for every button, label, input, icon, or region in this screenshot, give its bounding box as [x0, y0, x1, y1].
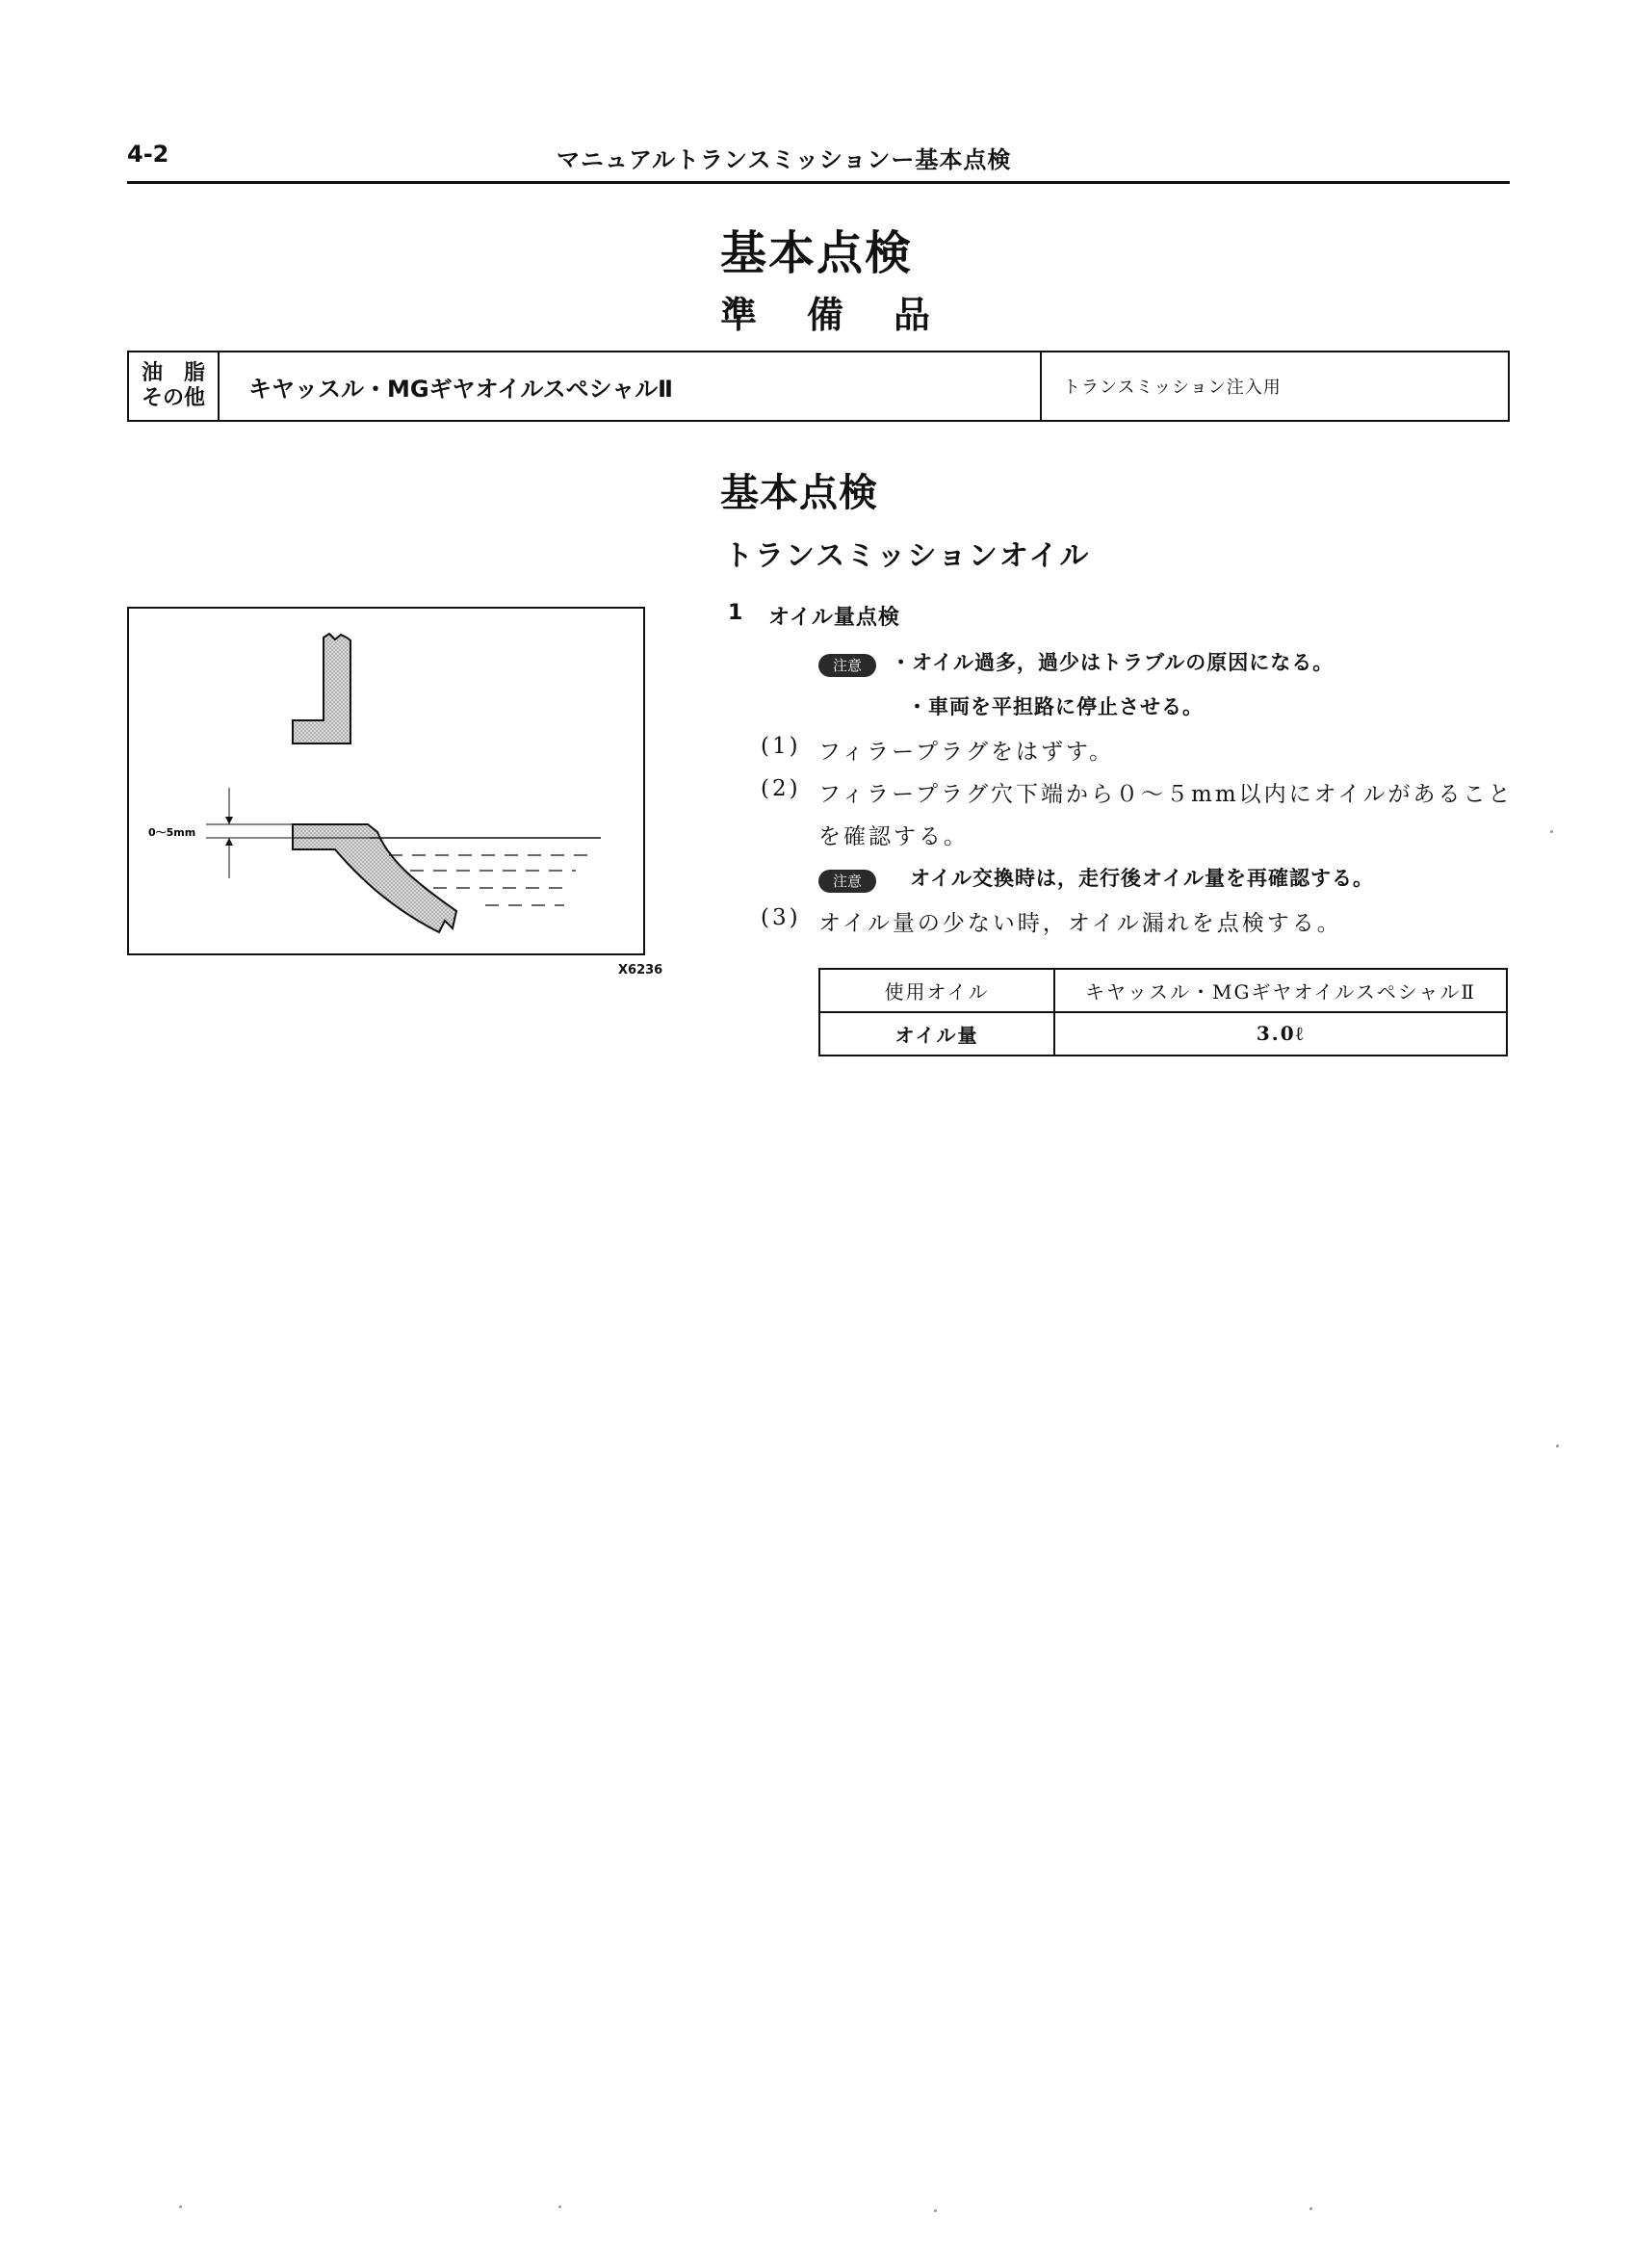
supplies-category-line2: その他	[141, 386, 205, 410]
figure-code: X6236	[618, 963, 663, 978]
arrow-head-icon	[225, 817, 233, 824]
scan-speck	[1556, 1445, 1559, 1447]
oil-amount-label: オイル量	[819, 1012, 1054, 1056]
page-number: 4-2	[127, 141, 169, 168]
scan-speck	[1550, 830, 1553, 833]
oil-level-diagram	[129, 609, 643, 953]
supplies-usage: トランスミッション注入用	[1041, 352, 1509, 421]
caution-text: ・車両を平担路に停止させる。	[907, 695, 1204, 718]
dimension-label: 0～5mm	[148, 826, 196, 839]
oil-amount-value: 3.0ℓ	[1054, 1012, 1507, 1056]
supplies-heading-char: 品	[894, 294, 931, 336]
scan-speck	[558, 2205, 561, 2208]
running-head: マニュアルトランスミッションー基本点検	[557, 146, 1012, 173]
substep-text: フィラープラグをはずす。	[818, 740, 1115, 765]
case-wall-upper	[293, 634, 350, 743]
step-number: 1	[728, 601, 744, 625]
header-rule	[127, 181, 1510, 184]
scan-speck	[934, 2209, 937, 2212]
oil-type-label: 使用オイル	[819, 969, 1054, 1012]
supplies-table	[127, 351, 1510, 422]
case-wall-lower	[293, 824, 456, 932]
step-title: オイル量点検	[768, 606, 900, 630]
arrow-head-icon	[225, 838, 233, 846]
supplies-heading-char: 備	[807, 294, 844, 336]
supplies-category-cell	[128, 352, 219, 421]
oil-level-figure	[127, 607, 645, 955]
table-row	[819, 1012, 1507, 1056]
substep-number: (1)	[761, 734, 801, 759]
caution-badge: 注意	[818, 870, 876, 893]
supplies-heading-char: 準	[720, 294, 758, 336]
substep-number: (2)	[761, 776, 801, 801]
oil-spec-table	[818, 968, 1508, 1056]
oil-type-value: キヤッスル・MGギヤオイルスペシャルⅡ	[1054, 969, 1507, 1012]
supplies-category-line1: 油 脂	[141, 361, 205, 385]
table-row	[819, 969, 1507, 1012]
page-title: 基本点検	[720, 226, 914, 280]
caution-note	[818, 647, 1334, 677]
substep-text: フィラープラグ穴下端から０～５mm以内にオイルがあること	[818, 782, 1514, 807]
scan-speck	[1309, 2207, 1312, 2210]
substep-number: (3)	[761, 905, 801, 930]
caution-text: オイル交換時は，走行後オイル量を再確認する。	[910, 867, 1374, 890]
caution-text: ・オイル過多，過少はトラブルの原因になる。	[891, 651, 1335, 674]
supplies-product: キヤッスル・MGギヤオイルスペシャルⅡ	[219, 352, 1041, 421]
scan-speck	[179, 2205, 182, 2208]
caution-note	[818, 863, 1374, 893]
supplies-row	[128, 352, 1509, 421]
substep-text: を確認する。	[818, 824, 969, 849]
substep-text: オイル量の少ない時，オイル漏れを点検する。	[818, 911, 1342, 936]
caution-badge: 注意	[818, 654, 876, 677]
section-title: 基本点検	[720, 471, 878, 515]
subsection-title: トランスミッションオイル	[724, 539, 1091, 573]
supplies-heading	[720, 285, 930, 338]
